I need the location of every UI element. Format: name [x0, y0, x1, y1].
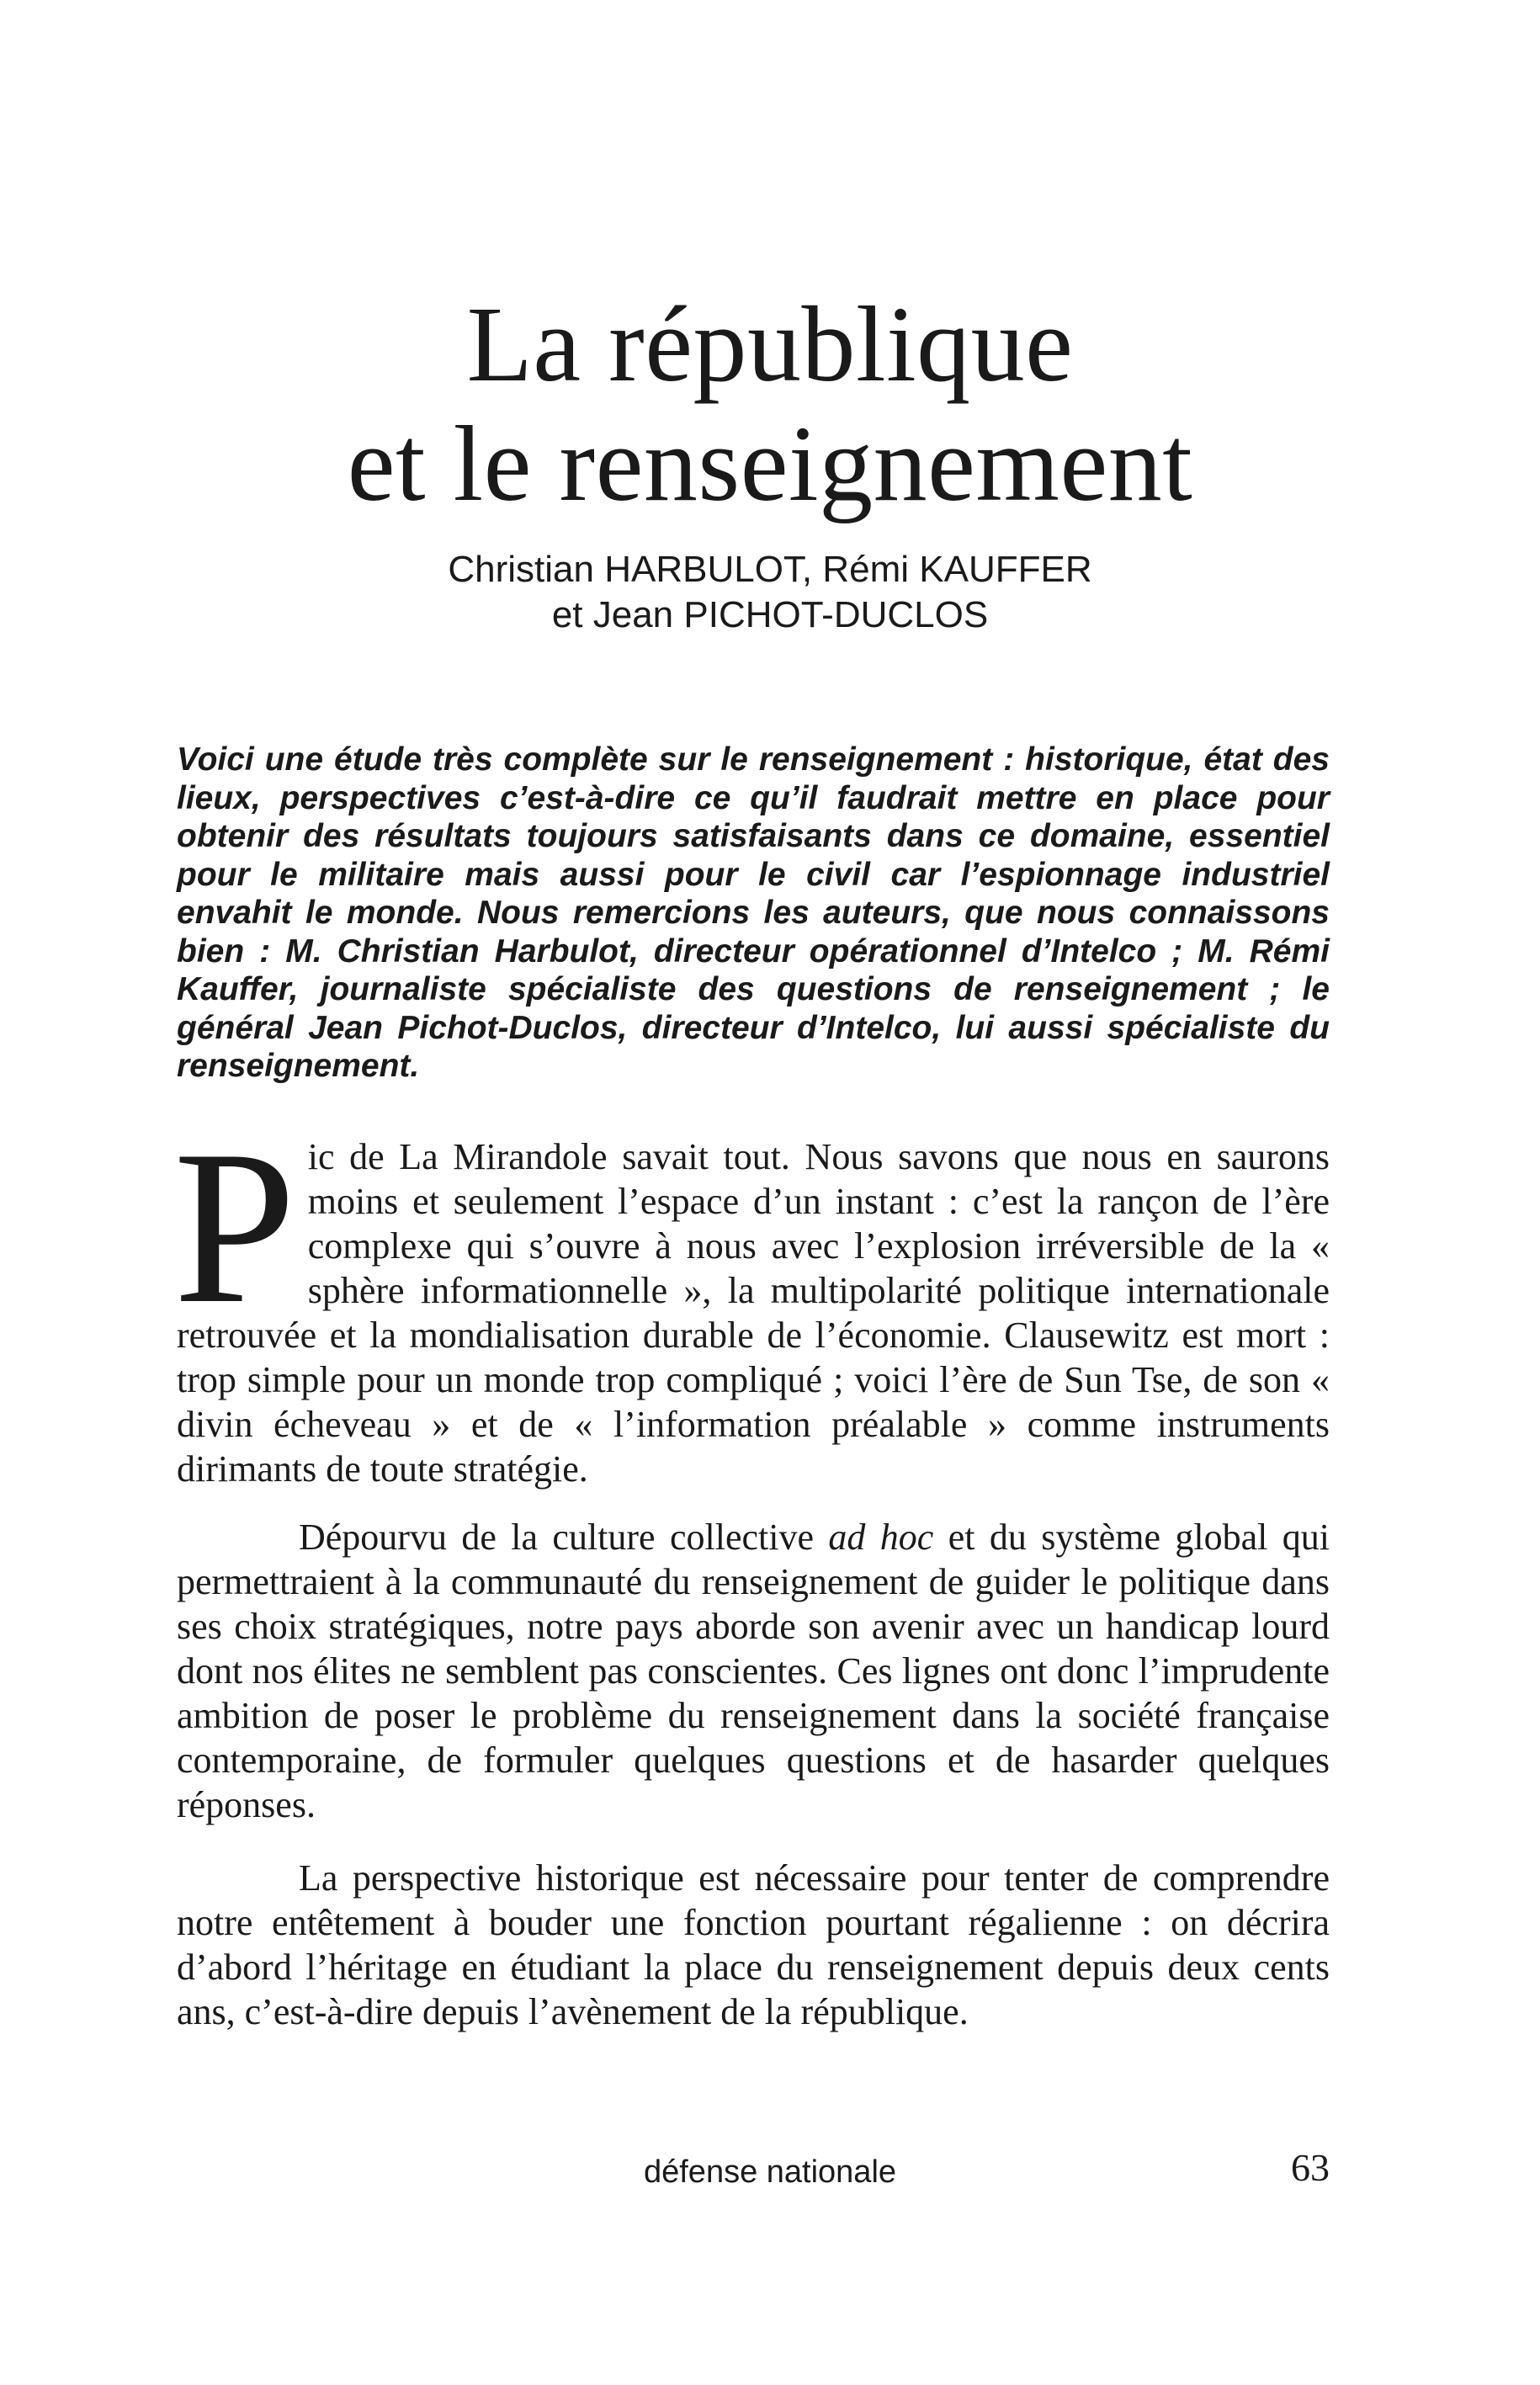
- authors-line-1: Christian HARBULOT, Rémi KAUFFER: [448, 549, 1092, 590]
- article-title: [0, 284, 1540, 523]
- authors-line-2: et Jean PICHOT-DUCLOS: [551, 594, 989, 635]
- article-abstract: Voici une étude très complète sur le renseignement : historique, état des lieux, perspectives c’est-à-dire ce qu’il faudrait mettre en place pour obtenir des résultats toujours satisfaisants dans ce domaine, essentiel pour le militaire mais aussi pour le civil car l’espionnage industriel envahit le monde. Nous remercions les auteurs, que nous connaissons bien : M. Christian Harbulot, directeur opérationnel d’Intelco ; M. Rémi Kauffer, journaliste spécialiste des questions de renseignement ; le général Jean Pichot-Duclos, directeur d’Intelco, lui aussi spécialiste du renseignement.: [177, 741, 1330, 1084]
- body-paragraph-2: [177, 1515, 1330, 1827]
- body-paragraph-2-text-start: Dépourvu de la culture collective: [299, 1517, 829, 1558]
- footer-journal-name: défense nationale: [643, 2154, 897, 2190]
- article-title-line-1: La république: [466, 284, 1074, 404]
- drop-cap: P: [173, 1105, 296, 1349]
- article-authors: [0, 547, 1540, 638]
- article-title-line-2: et le renseignement: [347, 404, 1193, 523]
- body-paragraph-2-italic: ad hoc: [828, 1517, 934, 1558]
- body-paragraph-3: La perspective historique est nécessaire pour tenter de comprendre notre entêtement à bouder une fonction pourtant régalienne : on décrira d’abord l’héritage en étudiant la place du renseignement depuis deux cents ans, c’est-à-dire depuis l’avènement de la république.: [177, 1857, 1330, 2032]
- body-paragraph-2-text-end: et du système global qui permettraient à la communauté du renseignement de guider le politique dans ses choix stratégiques, notre pays aborde son avenir avec un handicap lourd dont nos élites ne semblent pas conscientes. Ces lignes ont donc l’imprudente ambition de poser le problème du renseignement dans la société française contemporaine, de formuler quelques questions et de hasarder quelques réponses.: [177, 1517, 1330, 1825]
- body-paragraph-1: [173, 1105, 1330, 1491]
- body-paragraph-1-text: ic de La Mirandole savait tout. Nous savons que nous en saurons moins et seulement l’espace d’un instant : c’est la rançon de l’ère complexe qui s’ouvre à nous avec l’explosion irréversible de la « sphère informationnelle », la multipolarité politique internationale retrouvée et la mondialisation durable de l’économie. Clausewitz est mort : trop simple pour un monde trop compliqué ; voici l’ère de Sun Tse, de son « divin écheveau » et de « l’information préalable » comme instruments dirimants de toute stratégie.: [177, 1136, 1330, 1490]
- footer-page-number: 63: [1291, 2146, 1330, 2189]
